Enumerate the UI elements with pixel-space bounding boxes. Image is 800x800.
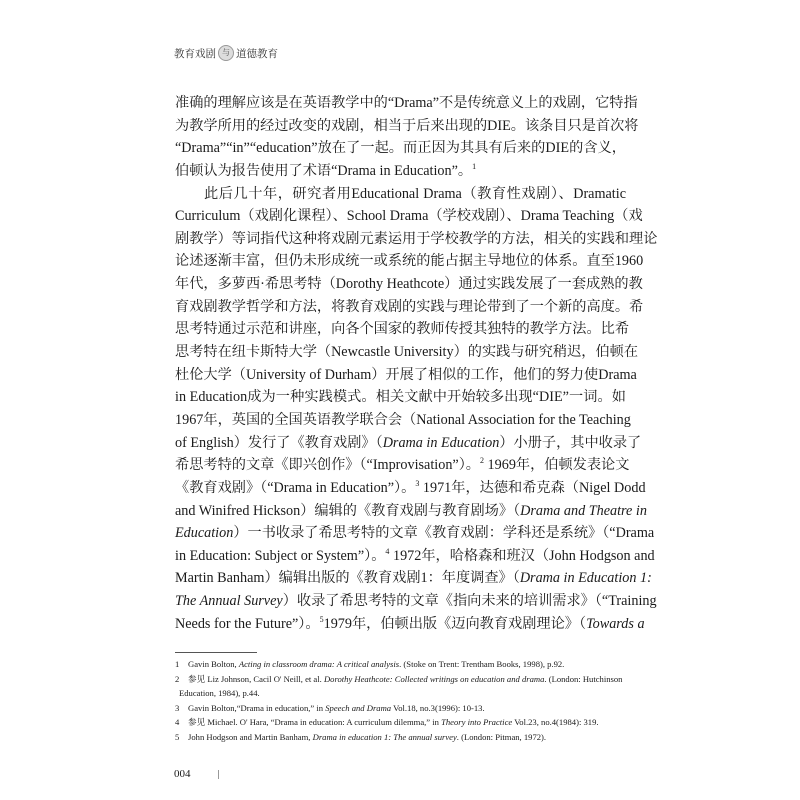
italic-title: Acting in classroom drama: A critical analysis bbox=[238, 659, 400, 669]
text-run: Curriculum（戏剧化课程）、School Drama（学校戏剧）、Drama Teaching（戏 bbox=[175, 208, 643, 225]
footnote bbox=[175, 715, 635, 730]
text-run: 《教育戏剧》（“Drama in Education”）。 bbox=[175, 479, 416, 496]
text-run: ）收录了希思考特的文章《指向未来的培训需求》（“Training bbox=[282, 593, 657, 610]
text-run: 参见 Liz Johnson, Cacil O' Neill, et al. bbox=[188, 673, 324, 684]
text-run: . (London: Hutchinson bbox=[544, 673, 623, 684]
text-run: 为教学所用的经过改变的戏剧，相当于后来出现的DIE。该条目只是首次将 bbox=[175, 117, 639, 134]
header-title-right: 道德教育 bbox=[236, 47, 278, 60]
text-line bbox=[175, 613, 645, 636]
text-run: of English）发行了《教育戏剧》（ bbox=[175, 434, 383, 451]
footnote-divider bbox=[175, 652, 257, 653]
text-line bbox=[175, 567, 652, 590]
text-run: in Education成为一种实践模式。相关文献中开始较多出现“DIE”一词。如 bbox=[175, 389, 626, 406]
text-run: “Drama”“in”“education”放在了一起。而正因为其具有后来的DIE的含义， bbox=[175, 140, 626, 157]
text-run: 1971年，达德和希克森（Nigel Dodd bbox=[419, 479, 646, 496]
text-line bbox=[175, 341, 639, 364]
text-line bbox=[175, 522, 655, 545]
text-run: 1972年，哈格森和班汉（John Hodgson and bbox=[389, 547, 655, 564]
text-run: Vol.23, no.4(1984): 319. bbox=[512, 717, 599, 727]
footnote-number: 5 bbox=[175, 731, 180, 742]
footnote-ref: 5 bbox=[319, 614, 324, 624]
footnote bbox=[175, 701, 635, 716]
text-line bbox=[175, 273, 643, 296]
italic-title: Speech and Drama bbox=[325, 702, 392, 713]
text-line bbox=[175, 205, 643, 228]
text-run: ）一书收录了希思考特的文章《教育戏剧：学科还是系统》（“Drama bbox=[233, 525, 655, 542]
running-header bbox=[174, 45, 278, 61]
italic-title: Drama in education 1: The annual survey bbox=[312, 731, 457, 742]
header-title-left: 教育戏剧 bbox=[174, 47, 216, 60]
text-line bbox=[175, 545, 655, 568]
footnote-ref: 2 bbox=[480, 456, 484, 466]
italic-title: Drama in Education 1: bbox=[519, 570, 652, 587]
text-run: 准确的理解应该是在英语教学中的“Drama”不是传统意义上的戏剧，它特指 bbox=[175, 95, 638, 111]
body-text bbox=[175, 92, 658, 635]
text-line bbox=[175, 250, 644, 273]
footnote-number: 1 bbox=[175, 659, 180, 669]
text-run: Gavin Bolton,“Drama in education,” in bbox=[188, 702, 326, 713]
text-line bbox=[175, 590, 657, 613]
text-run: 杜伦大学（University of Durham）开展了相似的工作，他们的努力使Drama bbox=[175, 366, 637, 383]
text-run: 剧教学）等词指代这种将戏剧元素运用于学校教学的方法，相关的实践和理论 bbox=[175, 230, 658, 247]
text-run: 伯顿认为报告使用了术语“Drama in Education”。 bbox=[175, 162, 473, 179]
footnote-number: 3 bbox=[175, 702, 180, 713]
text-line bbox=[175, 183, 626, 206]
text-run: 此后几十年，研究者用Educational Drama（教育性戏剧）、Dramatic bbox=[204, 185, 626, 202]
text-line bbox=[175, 228, 658, 251]
footnote bbox=[175, 672, 635, 687]
text-line bbox=[175, 318, 630, 341]
text-line bbox=[175, 386, 626, 409]
footnote bbox=[175, 657, 635, 672]
footnote bbox=[175, 730, 635, 745]
italic-title: Drama and Theatre in bbox=[520, 502, 647, 519]
text-run: and Winifred Hickson）编辑的《教育戏剧与教育剧场》（ bbox=[175, 502, 521, 519]
text-line bbox=[175, 160, 626, 183]
italic-title: Dorothy Heathcote: Collected writings on education and drama bbox=[323, 673, 545, 684]
italic-title: Theory into Practice bbox=[441, 717, 513, 727]
text-line bbox=[175, 432, 642, 455]
text-line bbox=[175, 92, 638, 115]
footnote-number: 2 bbox=[175, 673, 180, 684]
footnote-ref: 4 bbox=[385, 546, 390, 556]
text-run: . (London: Pitman, 1972). bbox=[456, 731, 547, 742]
footnote-ref: 3 bbox=[415, 478, 420, 488]
text-run: 参见 Michael. O' Hara, “Drama in education: A curriculum dilemma,” in bbox=[188, 717, 442, 727]
text-line bbox=[175, 454, 630, 477]
text-line bbox=[175, 137, 626, 160]
text-run: 思考特在纽卡斯特大学（Newcastle University）的实践与研究稍迟，伯顿在 bbox=[175, 344, 639, 361]
text-run: Needs for the Future”）。 bbox=[175, 615, 320, 632]
text-run: Vol.18, no.3(1996): 10-13. bbox=[391, 702, 485, 713]
text-line bbox=[175, 477, 646, 500]
page-number-divider bbox=[218, 770, 219, 779]
italic-title: The Annual Survey bbox=[175, 593, 283, 610]
header-logo-circle: 与 bbox=[218, 45, 234, 61]
text-run: 思考特通过示范和讲座，向各个国家的教师传授其独特的教学方法。比希 bbox=[175, 321, 630, 338]
footnote bbox=[175, 686, 635, 701]
text-run: 1967年，英国的全国英语教学联合会（National Association for the Teaching bbox=[175, 411, 631, 428]
text-line bbox=[175, 409, 631, 432]
text-run: 论述逐渐丰富，但仍未形成统一或系统的能占据主导地位的体系。直至1960 bbox=[175, 253, 644, 270]
text-line bbox=[175, 364, 637, 387]
text-run: 1969年，伯顿发表论文 bbox=[484, 457, 630, 474]
text-run: 年代，多萝西·希思考特（Dorothy Heathcote）通过实践发展了一套成熟的教 bbox=[175, 276, 643, 293]
text-run: 1979年，伯顿出版《迈向教育戏剧理论》（ bbox=[323, 615, 587, 632]
footnote-number: 4 bbox=[175, 717, 180, 727]
text-run: ）小册子，其中收录了 bbox=[499, 434, 642, 451]
italic-title: Drama in Education bbox=[382, 434, 500, 451]
footnotes bbox=[175, 657, 635, 744]
text-line bbox=[175, 115, 639, 138]
italic-title: Towards a bbox=[586, 615, 645, 632]
text-run: . (Stoke on Trent: Trentham Books, 1998), p.92. bbox=[399, 659, 565, 669]
text-run: in Education: Subject or System”）。 bbox=[175, 547, 386, 564]
text-run: 育戏剧教学哲学和方法，将教育戏剧的实践与理论带到了一个新的高度。希 bbox=[175, 298, 644, 315]
footnote-ref: 1 bbox=[472, 161, 477, 171]
text-run: Gavin Bolton, bbox=[188, 659, 239, 669]
text-run: Martin Banham）编辑出版的《教育戏剧1：年度调查》（ bbox=[175, 570, 520, 587]
text-line bbox=[175, 296, 644, 319]
italic-title: Education bbox=[175, 525, 234, 542]
page-number: 004 bbox=[174, 768, 191, 780]
text-run: John Hodgson and Martin Banham, bbox=[188, 731, 313, 742]
text-run: Education, 1984), p.44. bbox=[179, 688, 260, 698]
text-line bbox=[175, 500, 647, 523]
text-run: 希思考特的文章《即兴创作》（“Improvisation”）。 bbox=[175, 457, 480, 474]
